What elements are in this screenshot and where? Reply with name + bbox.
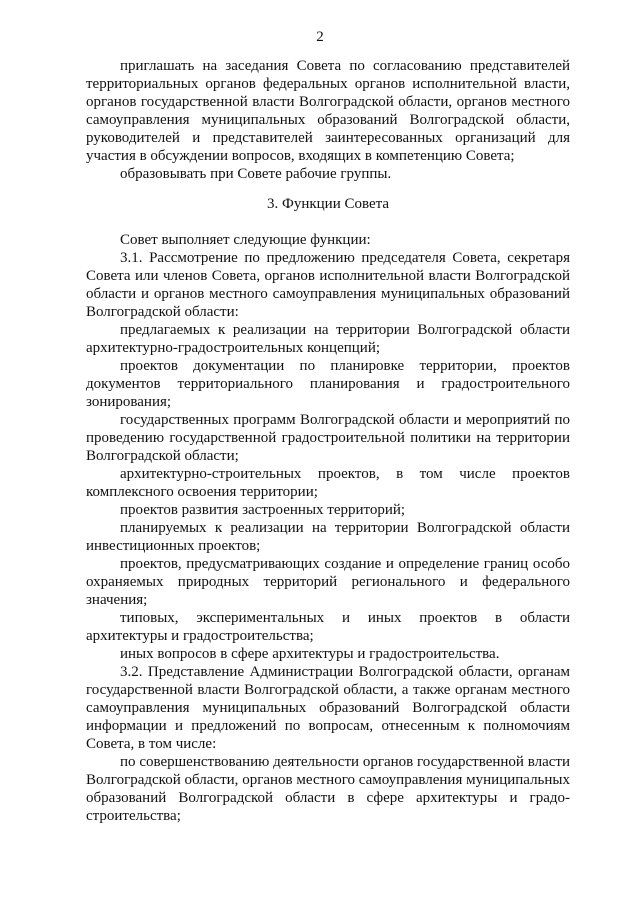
paragraph-3-1: 3.1. Рассмотрение по предложению председателя Совета, секретаря Совета или членов Совета, органов исполнительной власти Волгоградской области и органов местного самоуправления муниципальных образований Волгоградской области: [86, 250, 570, 320]
paragraph-invite-representatives: приглашать на заседания Совета по согласованию представителей территориальных органов федеральных органов исполнительной власти, органов государственной власти Волгоградской области, органов местного самоуправления муниципальных образований Волгоградской области, руководителей и представителей заинтересованных организаций для участия в обсуждении вопросов, входящих в компетенцию Совета; [86, 58, 570, 164]
list-item-typical-projects: типовых, экспериментальных и иных проектов в области архитектуры и градостроительства; [86, 610, 570, 644]
paragraph-functions-intro: Совет выполняет следующие функции: [120, 232, 371, 248]
list-item-construction-projects: архитектурно-строительных проектов, в том числе проектов комплексного освоения территории; [86, 466, 570, 500]
paragraph-working-groups: образовывать при Совете рабочие группы. [120, 166, 392, 182]
list-item-improve-activities: по совершенствованию деятельности органов государственной власти Волгоградской области, органов местного самоуправления муниципальных образований Волгоградской области в сфере архитектуры и градо-строительства; [86, 754, 570, 824]
document-body [86, 57, 570, 825]
list-item-state-programs: государственных программ Волгоградской области и мероприятий по проведению государственной градостроительной политики на территории Волгоградской области; [86, 412, 570, 464]
list-item-concepts: предлагаемых к реализации на территории Волгоградской области архитектурно-градостроительных концепций; [86, 322, 570, 356]
paragraph-3-2: 3.2. Представление Администрации Волгоградской области, органам государственной власти Волгоградской области, а также органам местного самоуправления муниципальных образований Волгоградской области информации и предложений по вопросам, отнесенным к полномочиям Совета, в том числе: [86, 664, 570, 752]
list-item-built-territories: проектов развития застроенных территорий; [120, 502, 406, 518]
list-item-investment-projects: планируемых к реализации на территории Волгоградской области инвестиционных проектов; [86, 520, 570, 554]
list-item-planning-documentation: проектов документации по планировке территории, проектов документов территориального планирования и градостроительного зонирования; [86, 358, 570, 410]
list-item-other-questions: иных вопросов в сфере архитектуры и градостроительства. [120, 646, 500, 662]
page-number: 2 [316, 29, 324, 45]
section-heading-council-functions: 3. Функции Совета [266, 196, 390, 212]
list-item-protected-areas: проектов, предусматривающих создание и определение границ особо охраняемых природных территорий регионального и федерального значения; [86, 556, 570, 608]
